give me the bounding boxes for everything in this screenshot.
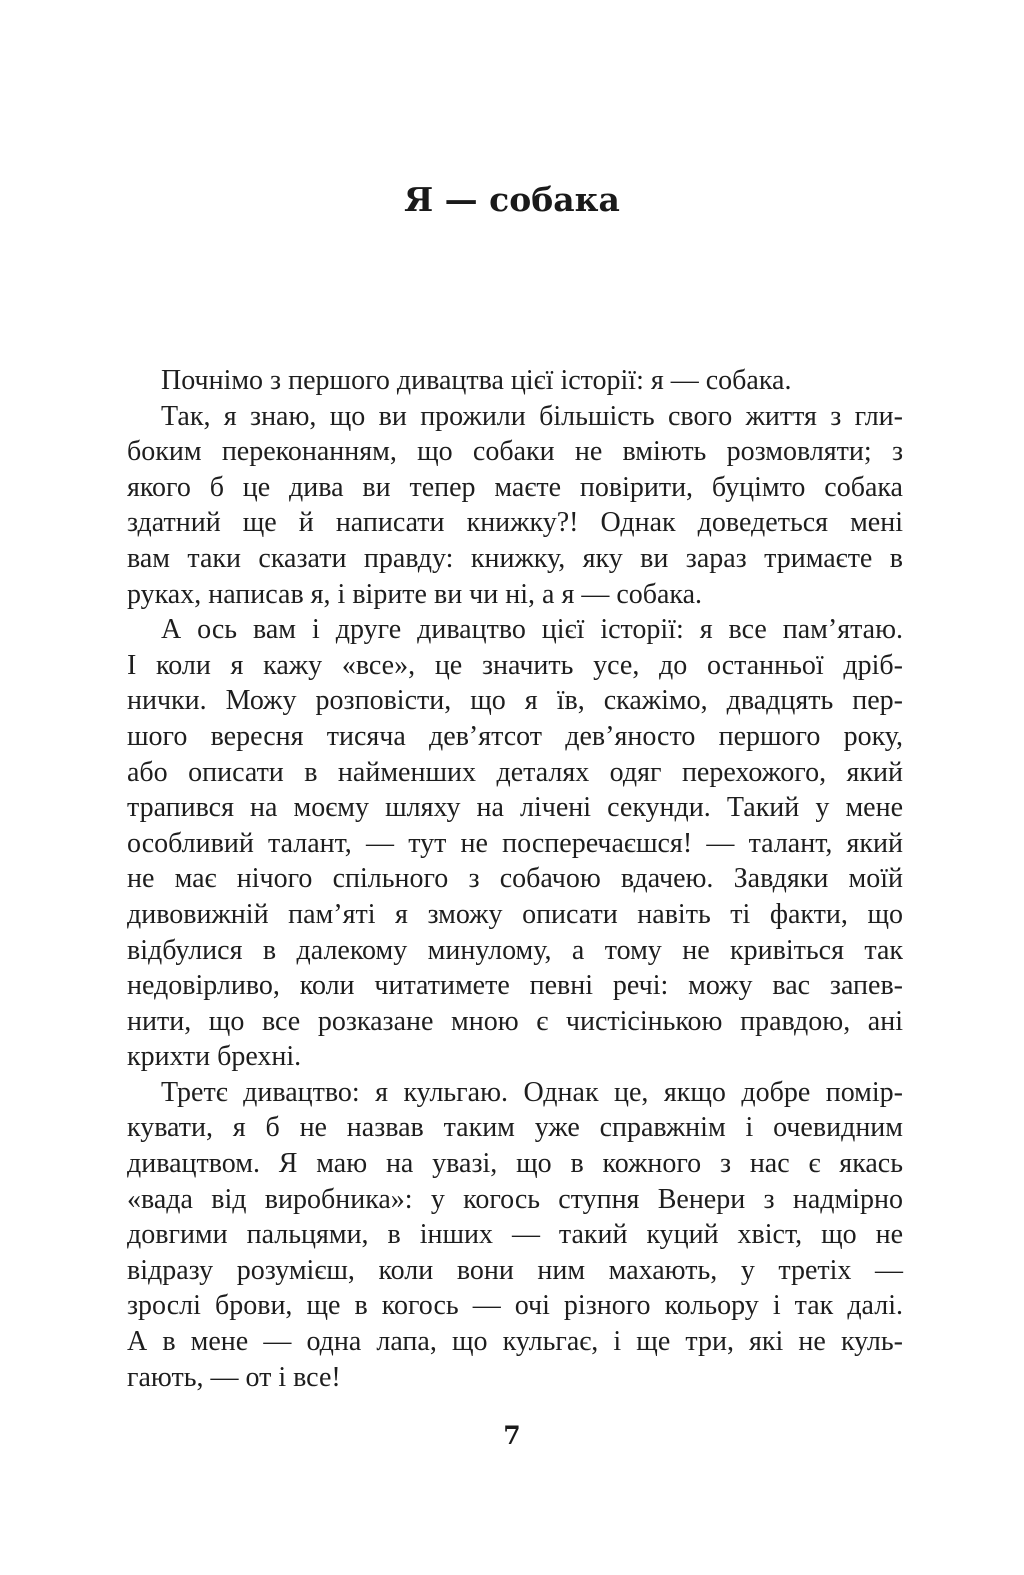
text-line: здатний ще й написати книжку?! Однак доведеться мені — [127, 507, 903, 539]
paragraph — [127, 1075, 903, 1395]
text-line: І коли я кажу «все», це значить усе, до останньої дріб- — [127, 649, 903, 681]
text-line: не має нічого спільного з собачою вдачею. Завдяки моїй — [127, 863, 903, 895]
page-number: 7 — [503, 1421, 521, 1450]
text-line: кувати, я б не назвав таким уже справжнім і очевидним — [127, 1112, 903, 1144]
text-line: якого б це дива ви тепер маєте повірити, буцімто собака — [127, 471, 903, 503]
text-line: відразу розумієш, коли вони ним махають, у третіх — — [127, 1254, 903, 1286]
text-line: «вада від виробника»: у когось ступня Венери з надмірно — [127, 1183, 903, 1215]
chapter-title: Я — собака — [404, 180, 620, 219]
text-line: боким переконанням, що собаки не вміють розмовляти; з — [127, 436, 903, 468]
text-line: руках, написав я, і вірите ви чи ні, а я — собака. — [127, 578, 703, 610]
text-line: гають, — от і все! — [127, 1361, 341, 1393]
text-line: особливий талант, — тут не посперечаєшся! — талант, який — [127, 827, 903, 859]
text-line: зрослі брови, ще в когось — очі різного кольору і так далі. — [127, 1290, 903, 1322]
text-line: довгими пальцями, в інших — такий куций хвіст, що не — [127, 1219, 903, 1251]
text-line: дивовижній пам’яті я зможу описати навіть ті факти, що — [127, 898, 903, 930]
text-line: нити, що все розказане мною є чистісінькою правдою, ані — [127, 1005, 903, 1037]
text-line: Почнімо з першого дивацтва цієї історії: я — собака. — [161, 365, 792, 396]
text-line: Так, я знаю, що ви прожили більшість свого життя з гли- — [161, 400, 903, 432]
text-line: вам таки сказати правду: книжку, яку ви зараз тримаєте в — [127, 542, 903, 574]
text-line: крихти брехні. — [127, 1041, 302, 1073]
chapter-body — [127, 363, 903, 1395]
text-line: Третє дивацтво: я кульгаю. Однак це, якщо добре помір- — [161, 1076, 903, 1108]
text-line: дивацтвом. Я маю на увазі, що в кожного з нас є якась — [127, 1148, 903, 1180]
text-line: недовірливо, коли читатимете певні речі: можу вас запев- — [127, 970, 903, 1002]
text-line: або описати в найменших деталях одяг перехожого, який — [127, 756, 903, 788]
text-line: відбулися в далекому минулому, а тому не кривіться так — [127, 934, 903, 966]
text-line: шого вересня тисяча дев’ятсот дев’яносто першого року, — [127, 720, 903, 752]
paragraph — [127, 399, 903, 613]
paragraph — [127, 612, 903, 1075]
text-line: А в мене — одна лапа, що кульгає, і ще три, які не куль- — [127, 1326, 903, 1358]
text-line: А ось вам і друге дивацтво цієї історії: я все пам’ятаю. — [161, 614, 903, 646]
text-line: трапився на моєму шляху на лічені секунди. Такий у мене — [127, 792, 903, 824]
text-line: нички. Можу розповісти, що я їв, скажімо, двадцять пер- — [127, 685, 903, 717]
paragraph — [127, 363, 903, 399]
